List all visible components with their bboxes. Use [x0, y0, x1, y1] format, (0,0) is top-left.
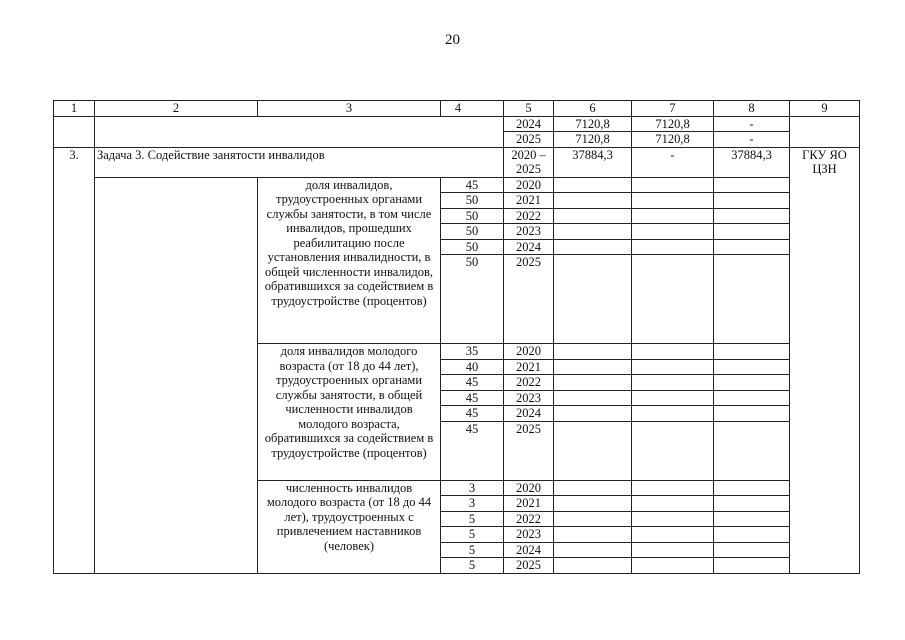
table-row: [54, 177, 860, 193]
task-row: [54, 147, 860, 177]
indicator-value: 45: [441, 375, 504, 391]
indicator-value: 40: [441, 359, 504, 375]
task-period-start: 2020 –: [511, 147, 546, 162]
program-table: [53, 100, 860, 574]
amount-cell: -: [714, 116, 790, 132]
indicator-description: доля инвалидов молодого возраста (от 18 до 44 лет), трудоустроенных органами службы занятости, в общей численности инвалидов молодого возраста, обратившихся за содействием в трудоустройстве (процентов): [258, 344, 441, 481]
empty-cell: [54, 116, 95, 147]
indicator-year: 2020: [504, 177, 554, 193]
column-number: 9: [790, 101, 860, 117]
task-amount-total: 37884,3: [554, 147, 632, 177]
task-period: [504, 147, 554, 177]
indicator-value: 35: [441, 344, 504, 360]
indicator-value: 3: [441, 480, 504, 496]
empty-cell: [790, 116, 860, 147]
column-number: 7: [632, 101, 714, 117]
empty-cell: [95, 177, 258, 573]
indicator-value: 50: [441, 224, 504, 240]
indicator-value: 5: [441, 558, 504, 574]
table-row: [54, 116, 860, 132]
indicator-description: численность инвалидов молодого возраста (от 18 до 44 лет), трудоустроенных с привлечением наставников (человек): [258, 480, 441, 573]
indicator-year: 2023: [504, 527, 554, 543]
indicator-value: 5: [441, 527, 504, 543]
indicator-value: 45: [441, 390, 504, 406]
task-title: Задача 3. Содействие занятости инвалидов: [95, 147, 504, 177]
year-cell: 2025: [504, 132, 554, 148]
column-number: 2: [95, 101, 258, 117]
indicator-year: 2022: [504, 208, 554, 224]
indicator-value: 3: [441, 496, 504, 512]
task-number: 3.: [54, 147, 95, 573]
column-number: 3: [258, 101, 441, 117]
amount-cell: -: [714, 132, 790, 148]
indicator-year: 2020: [504, 480, 554, 496]
task-executor: ГКУ ЯО ЦЗН: [790, 147, 860, 573]
column-number: 6: [554, 101, 632, 117]
column-number: 8: [714, 101, 790, 117]
indicator-value: 5: [441, 542, 504, 558]
amount-cell: 7120,8: [632, 116, 714, 132]
indicator-year: 2025: [504, 255, 554, 344]
indicator-year: 2020: [504, 344, 554, 360]
amount-cell: 7120,8: [554, 116, 632, 132]
task-amount-col7: -: [632, 147, 714, 177]
column-number-row: [54, 101, 860, 117]
indicator-year: 2025: [504, 558, 554, 574]
indicator-value: 45: [441, 421, 504, 480]
indicator-value: 50: [441, 208, 504, 224]
indicator-year: 2024: [504, 542, 554, 558]
column-number: 5: [504, 101, 554, 117]
indicator-value: 5: [441, 511, 504, 527]
indicator-year: 2022: [504, 375, 554, 391]
indicator-value: 50: [441, 239, 504, 255]
indicator-year: 2023: [504, 224, 554, 240]
page-number: 20: [445, 32, 460, 48]
amount-cell: 7120,8: [632, 132, 714, 148]
task-amount-col8: 37884,3: [714, 147, 790, 177]
indicator-year: 2023: [504, 390, 554, 406]
indicator-year: 2024: [504, 406, 554, 422]
indicator-year: 2021: [504, 359, 554, 375]
indicator-year: 2021: [504, 193, 554, 209]
task-period-end: 2025: [516, 162, 541, 176]
indicator-value: 50: [441, 255, 504, 344]
column-number: 4: [441, 101, 504, 117]
indicator-year: 2025: [504, 421, 554, 480]
year-cell: 2024: [504, 116, 554, 132]
empty-cell: [95, 116, 504, 147]
indicator-description: доля инвалидов, трудоустроенных органами службы занятости, в том числе инвалидов, прошедших реабилитацию после установления инвалидности, в общей численности инвалидов, обратившихся за содействием в трудоустройстве (процентов): [258, 177, 441, 344]
indicator-year: 2022: [504, 511, 554, 527]
indicator-value: 50: [441, 193, 504, 209]
indicator-value: 45: [441, 406, 504, 422]
indicator-year: 2021: [504, 496, 554, 512]
column-number: 1: [54, 101, 95, 117]
indicator-value: 45: [441, 177, 504, 193]
indicator-year: 2024: [504, 239, 554, 255]
amount-cell: 7120,8: [554, 132, 632, 148]
